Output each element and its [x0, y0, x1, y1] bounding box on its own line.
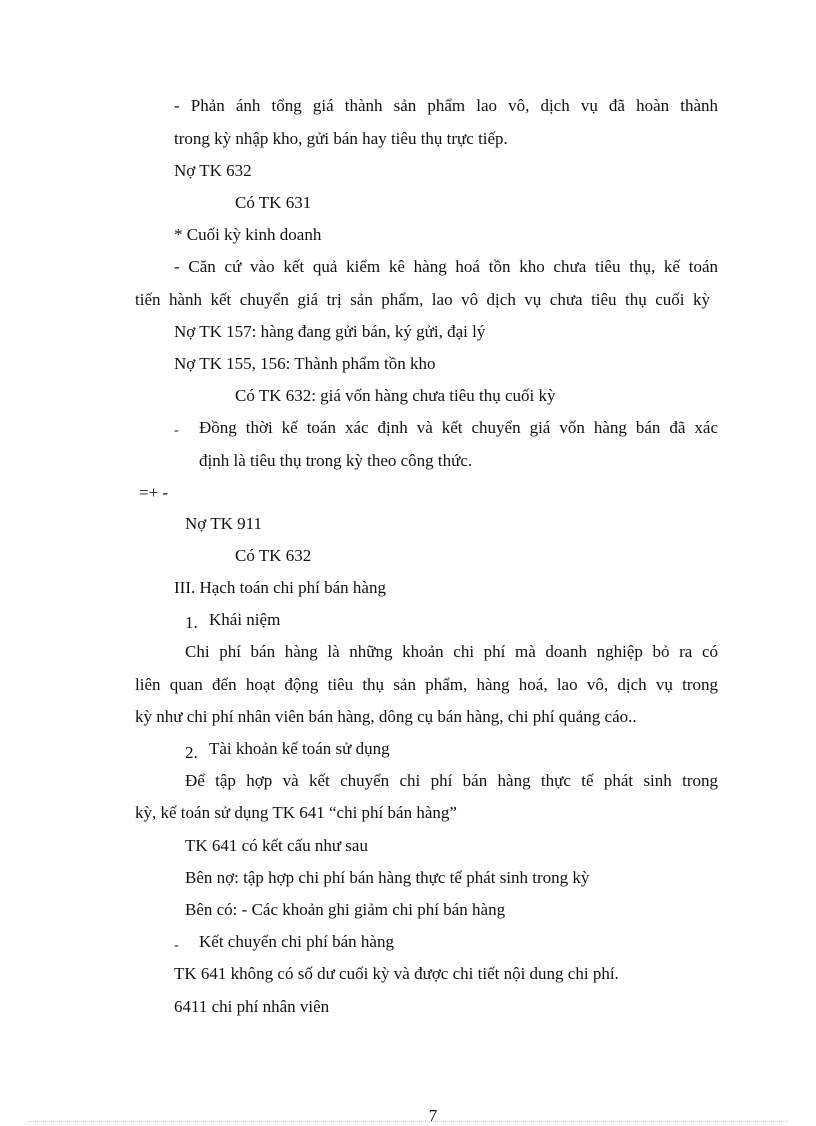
text-line: trong kỳ nhập kho, gửi bán hay tiêu thụ trực tiếp.: [174, 129, 508, 148]
text-line: Nợ TK 157: hàng đang gửi bán, ký gửi, đại lý: [174, 322, 486, 341]
text-line: kỳ như chi phí nhân viên bán hàng, dông cụ bán hàng, chi phí quảng cáo..: [135, 707, 637, 726]
text-line: Kết chuyển chi phí bán hàng: [199, 932, 394, 951]
text-line: Nợ TK 911: [185, 514, 262, 533]
text-line: Bên nợ: tập hợp chi phí bán hàng thực tế phát sinh trong kỳ: [185, 868, 590, 887]
text-line: TK 641 có kết cấu như sau: [185, 836, 368, 855]
list-number: 2.: [185, 743, 198, 762]
subsection-heading: Khái niệm: [209, 610, 281, 629]
footer-divider: [28, 1121, 788, 1122]
section-heading: III. Hạch toán chi phí bán hàng: [174, 578, 386, 597]
page-number: 7: [428, 1106, 438, 1125]
text-line: Chi phí bán hàng là những khoản chi phí mà doanh nghiệp bỏ ra có: [185, 642, 718, 661]
text-line: tiến hành kết chuyển giá trị sản phẩm, lao vô dịch vụ chưa tiêu thụ cuối kỳ: [135, 290, 710, 309]
text-line: * Cuối kỳ kinh doanh: [174, 225, 322, 244]
subsection-heading: Tài khoản kế toán sử dụng: [209, 739, 390, 758]
text-line: Nợ TK 155, 156: Thành phẩm tồn kho: [174, 354, 436, 373]
text-line: liên quan đến hoạt động tiêu thụ sản phẩm, hàng hoá, lao vô, dịch vụ trong: [135, 675, 718, 694]
text-line: Có TK 632: [235, 546, 312, 565]
text-line: Đồng thời kế toán xác định và kết chuyển giá vốn hàng bán đã xác: [199, 418, 718, 437]
text-line: kỳ, kế toán sử dụng TK 641 “chi phí bán hàng”: [135, 803, 457, 822]
text-line: 6411 chi phí nhân viên: [174, 997, 330, 1016]
text-line: định là tiêu thụ trong kỳ theo công thức.: [199, 451, 473, 470]
text-line: TK 641 không có số dư cuối kỳ và được chi tiết nội dung chi phí.: [174, 964, 619, 983]
text-line: - Căn cứ vào kết quả kiểm kê hàng hoá tồn kho chưa tiêu thụ, kế toán: [174, 257, 718, 276]
text-line: Có TK 631: [235, 193, 312, 212]
text-line: Nợ TK 632: [174, 161, 252, 180]
formula-fragment: =+ -: [139, 483, 169, 502]
bullet-marker: -: [174, 423, 179, 438]
text-line: - Phản ánh tổng giá thành sản phẩm lao vô, dịch vụ đã hoàn thành: [174, 96, 718, 115]
text-line: Có TK 632: giá vốn hàng chưa tiêu thụ cuối kỳ: [235, 386, 556, 405]
text-line: Bên có: - Các khoản ghi giảm chi phí bán hàng: [185, 900, 506, 919]
bullet-marker: -: [174, 938, 179, 953]
text-line: Để tập hợp và kết chuyển chi phí bán hàng thực tế phát sinh trong: [185, 771, 718, 790]
list-number: 1.: [185, 613, 198, 632]
